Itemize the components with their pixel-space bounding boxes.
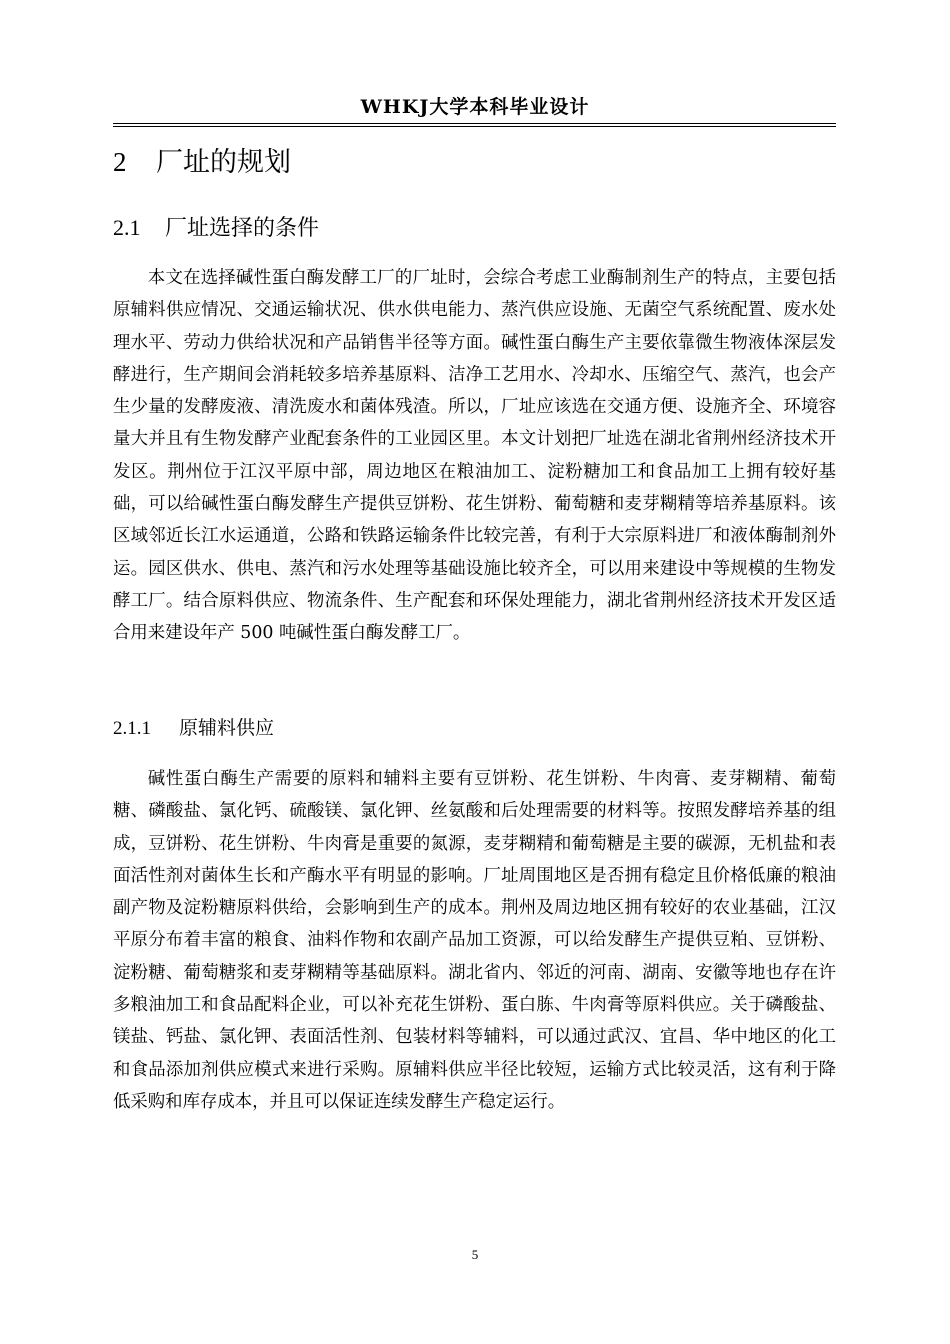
subsection-title: 原辅料供应	[179, 717, 275, 739]
page-number: 5	[471, 1247, 479, 1262]
subsection-heading	[113, 710, 274, 747]
chapter-number: 2	[113, 147, 127, 177]
subsection-number: 2.1.1	[113, 718, 151, 739]
header-rule	[113, 123, 836, 124]
header-rule-double	[113, 126, 836, 127]
running-header: WHKJ大学本科毕业设计	[360, 96, 590, 118]
chapter-title: 厂址的规划	[156, 147, 291, 178]
chapter-heading	[113, 140, 291, 185]
section-title: 厂址选择的条件	[165, 216, 320, 241]
section-number: 2.1	[113, 215, 141, 240]
section-heading	[113, 209, 319, 248]
subsection-paragraph: 碱性蛋白酶生产需要的原料和辅料主要有豆饼粉、花生饼粉、牛肉膏、麦芽糊精、葡萄糖、磷酸盐、氯化钙、硫酸镁、氯化钾、丝氨酸和后处理需要的材料等。按照发酵培养基的组成，豆饼粉、花生饼粉、牛肉膏是重要的氮源，麦芽糊精和葡萄糖是主要的碳源，无机盐和表面活性剂对菌体生长和产酶水平有明显的影响。厂址周围地区是否拥有稳定且价格低廉的粮油副产物及淀粉糖原料供给，会影响到生产的成本。荆州及周边地区拥有较好的农业基础，江汉平原分布着丰富的粮食、油料作物和农副产品加工资源，可以给发酵生产提供豆粕、豆饼粉、淀粉糖、葡萄糖浆和麦芽糊精等基础原料。湖北省内、邻近的河南、湖南、安徽等地也存在许多粮油加工和食品配料企业，可以补充花生饼粉、蛋白胨、牛肉膏等原料供应。关于磷酸盐、镁盐、钙盐、氯化钾、表面活性剂、包装材料等辅料，可以通过武汉、宜昌、华中地区的化工和食品添加剂供应模式来进行采购。原辅料供应半径比较短，运输方式比较灵活，这有利于降低采购和库存成本，并且可以保证连续发酵生产稳定运行。	[113, 769, 836, 1112]
section-paragraph: 本文在选择碱性蛋白酶发酵工厂的厂址时，会综合考虑工业酶制剂生产的特点，主要包括原辅料供应情况、交通运输状况、供水供电能力、蒸汽供应设施、无菌空气系统配置、废水处理水平、劳动力供给状况和产品销售半径等方面。碱性蛋白酶生产主要依靠微生物液体深层发酵进行，生产期间会消耗较多培养基原料、洁净工艺用水、冷却水、压缩空气、蒸汽，也会产生少量的发酵废液、清洗废水和菌体残渣。所以，厂址应该选在交通方便、设施齐全、环境容量大并且有生物发酵产业配套条件的工业园区里。本文计划把厂址选在湖北省荆州经济技术开发区。荆州位于江汉平原中部，周边地区在粮油加工、淀粉糖加工和食品加工上拥有较好基础，可以给碱性蛋白酶发酵生产提供豆饼粉、花生饼粉、葡萄糖和麦芽糊精等培养基原料。该区域邻近长江水运通道，公路和铁路运输条件比较完善，有利于大宗原料进厂和液体酶制剂外运。园区供水、供电、蒸汽和污水处理等基础设施比较齐全，可以用来建设中等规模的生物发酵工厂。结合原料供应、物流条件、生产配套和环保处理能力，湖北省荆州经济技术开发区适合用来建设年产 500 吨碱性蛋白酶发酵工厂。	[113, 268, 836, 644]
